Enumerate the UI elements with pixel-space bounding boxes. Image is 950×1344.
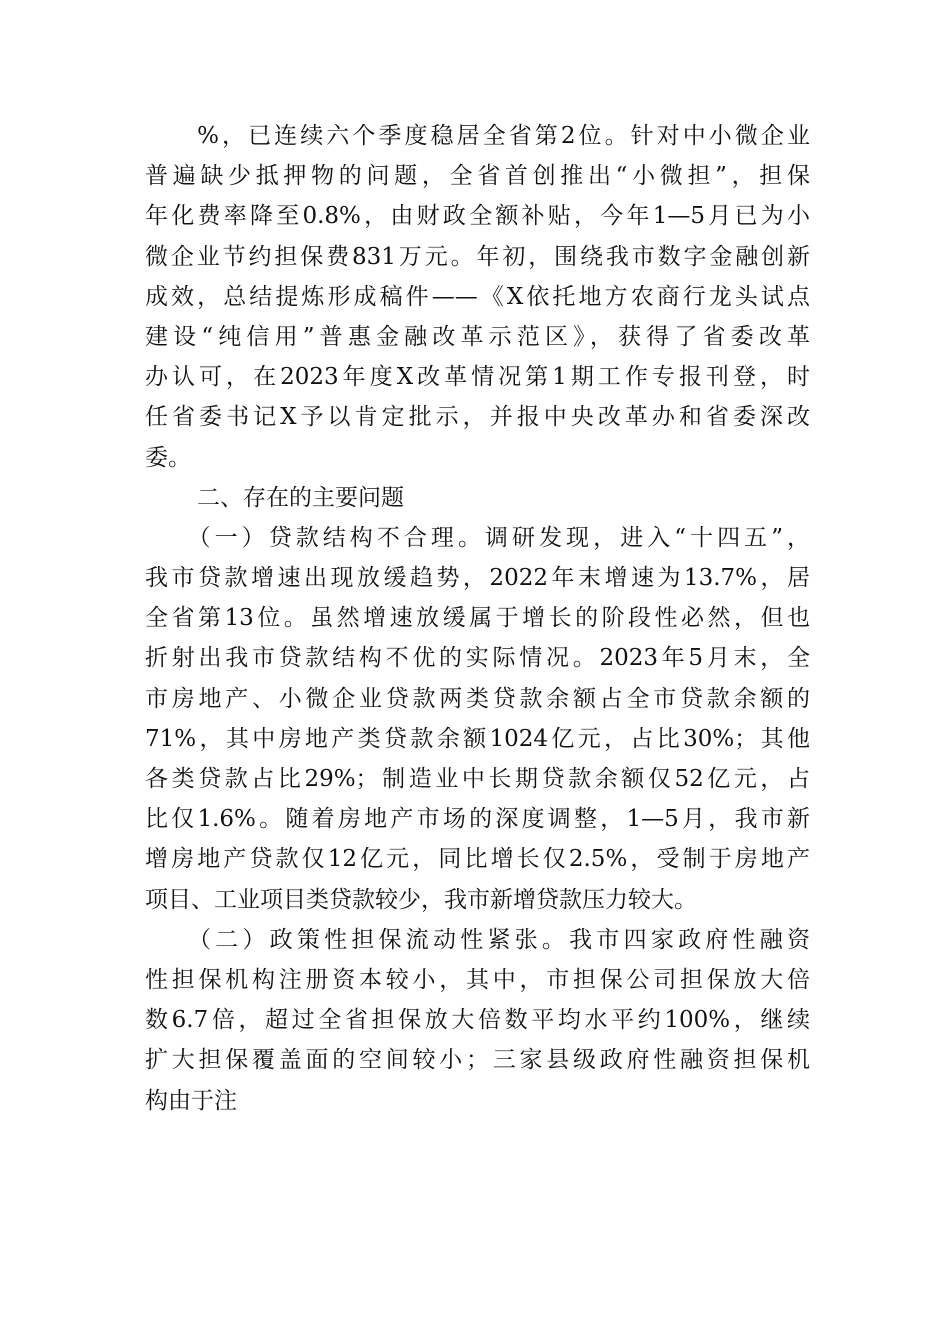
text-line: 我市贷款增速出现放缓趋势，2022年末增速为13.7%，居 (145, 565, 810, 592)
document-body (145, 116, 810, 1121)
text-line: 全省第13位。虽然增速放缓属于增长的阶段性必然，但也 (145, 605, 810, 632)
paragraph-2 (145, 518, 810, 920)
text-line: 增房地产贷款仅12亿元，同比增长仅2.5%，受制于房地产 (145, 846, 810, 873)
text-line: 市房地产、小微企业贷款两类贷款余额占全市贷款余额的 (145, 685, 810, 712)
text-line: %，已连续六个季度稳居全省第2位。针对中小微企业 (145, 123, 810, 149)
text-line: 项目、工业项目类贷款较少，我市新增贷款压力较大。 (145, 886, 697, 913)
text-line: 办认可，在2023年度X改革情况第1期工作专报刊登，时 (145, 364, 810, 391)
text-line: （一）贷款结构不合理。调研发现，进入“十四五”， (145, 524, 810, 551)
text-line: 性担保机构注册资本较小，其中，市担保公司担保放大倍 (145, 966, 810, 993)
text-line: 普遍缺少抵押物的问题，全省首创推出“小微担”，担保 (145, 163, 810, 190)
text-line: 委。 (145, 444, 191, 471)
paragraph-1 (145, 116, 810, 478)
text-line: 任省委书记X予以肯定批示，并报中央改革办和省委深改 (145, 404, 810, 431)
text-line: 折射出我市贷款结构不优的实际情况。2023年5月末，全 (145, 645, 810, 672)
text-line: 年化费率降至0.8%，由财政全额补贴，今年1—5月已为小 (145, 203, 810, 230)
text-line: 比仅1.6%。随着房地产市场的深度调整，1—5月，我市新 (145, 806, 810, 833)
text-line: 成效，总结提炼形成稿件——《X依托地方农商行龙头试点 (145, 283, 810, 310)
text-line: 数6.7倍，超过全省担保放大倍数平均水平约100%，继续 (145, 1007, 810, 1034)
section-heading: 二、存在的主要问题 (197, 484, 404, 511)
text-line: 扩大担保覆盖面的空间较小；三家县级政府性融资担保机 (145, 1047, 810, 1074)
text-line: 各类贷款占比29%；制造业中长期贷款余额仅52亿元，占 (145, 766, 810, 792)
text-line: 71%，其中房地产类贷款余额1024亿元，占比30%；其他 (145, 725, 810, 752)
text-line: 微企业节约担保费831万元。年初，围绕我市数字金融创新 (145, 243, 810, 270)
text-line: （二）政策性担保流动性紧张。我市四家政府性融资 (145, 926, 810, 953)
paragraph-3 (145, 920, 810, 1121)
text-line: 建设“纯信用”普惠金融改革示范区》，获得了省委改革 (145, 323, 810, 350)
text-line: 构由于注 (145, 1087, 237, 1114)
